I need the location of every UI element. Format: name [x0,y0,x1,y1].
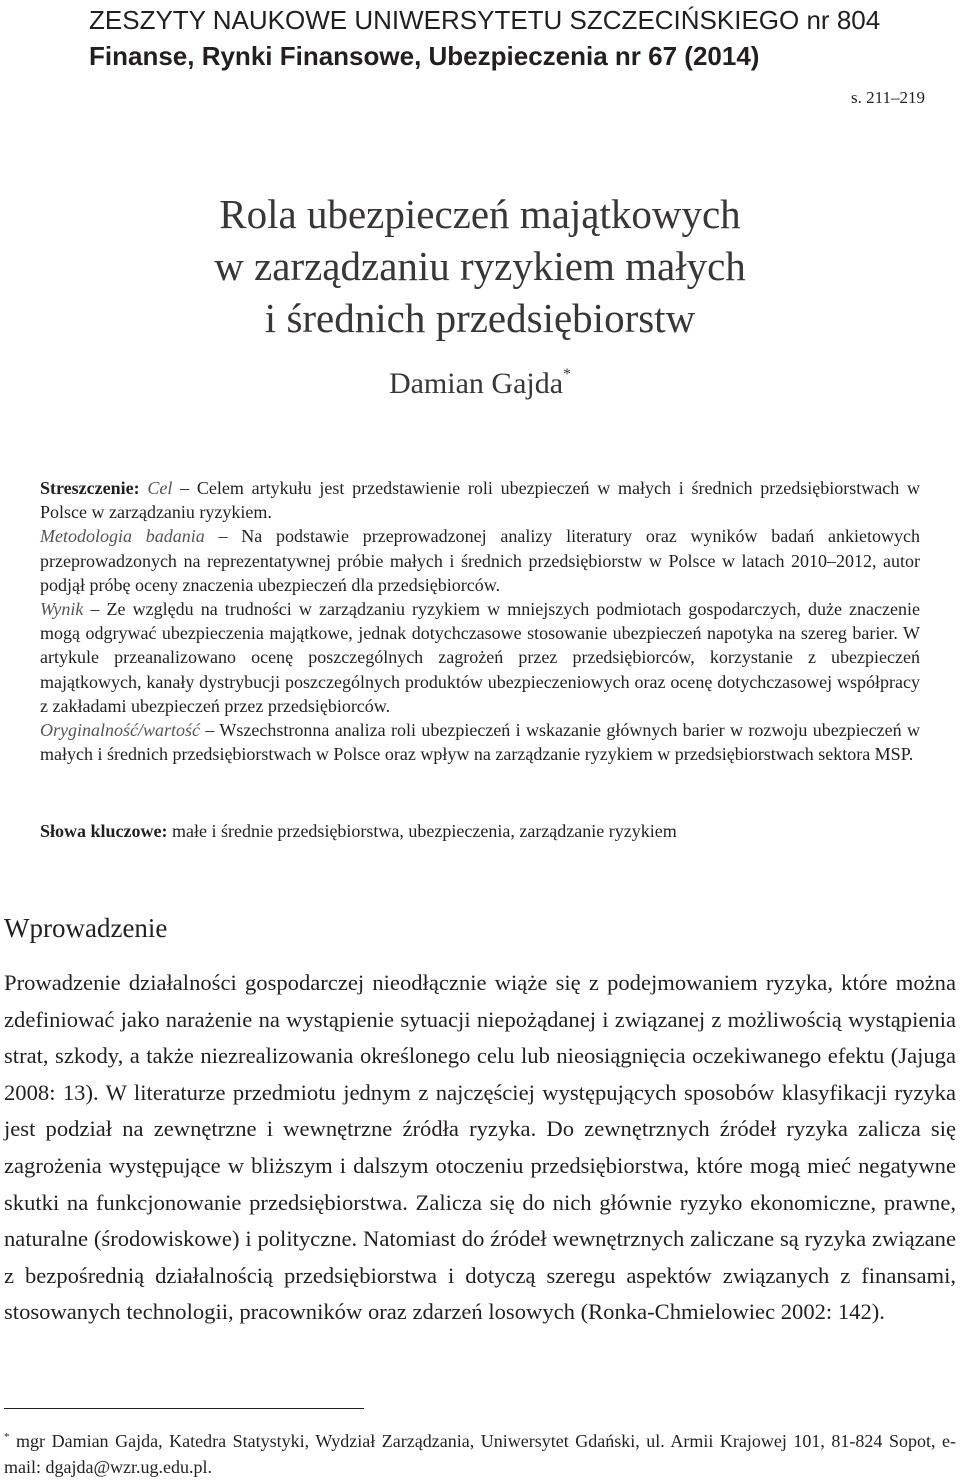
section-heading: Wprowadzenie [4,913,168,943]
metodologia-label: Metodologia badania [40,526,205,547]
journal-header [89,2,881,74]
abstract-label: Streszczenie: [40,478,140,498]
journal-series: ZESZYTY NAUKOWE UNIWERSYTETU SZCZECIŃSKIEGO nr 804 [89,5,881,35]
paragraph: Prowadzenie działalności gospodarczej nieodłącznie wiąże się z podejmowaniem ryzyka, które można zdefiniować jako narażenie na wystąpienie sytuacji niepożądanej i związanej z możliwością wystąpienia strat, szkody, a także niezrealizowania określonego celu lub nieosiągnięcia oczekiwanego efektu (Jajuga 2008: 13). W literaturze przedmiotu jednym z najczęściej występujących sposobów klasyfikacji ryzyka jest podział na zewnętrzne i wewnętrzne źródła ryzyka. Do zewnętrznych źródeł ryzyka zalicza się zagrożenia występujące w bliższym i dalszym otoczeniu przedsiębiorstwa, które mogą mieć negatywne skutki na funkcjonowanie przedsiębiorstwa. Zalicza się do nich głównie ryzyko ekonomiczne, prawne, naturalne (środowiskowe) i polityczne. Natomiast do źródeł wewnętrznych zaliczane są ryzyka związane z bezpośrednią działalnością przedsiębiorstwa i dotyczą szeregu aspektów związanych z finansami, stosowanych technologii, pracowników oraz zdarzeń losowych (Ronka-Chmielowiec 2002: 142). [4,970,956,1325]
abstract-oryginalnosc [40,718,920,766]
footnote-text: mgr Damian Gajda, Katedra Statystyki, Wydział Zarządzania, Uniwersytet Gdański, ul. Armii Krajowej 101, 81-824 Sopot, e-mail: dgajda@wzr.ug.edu.pl. [4,1431,956,1477]
abstract-wynik [40,597,920,718]
abstract-metodologia [40,524,920,597]
wynik-label: Wynik [40,599,84,620]
keywords-label: Słowa kluczowe: [40,821,168,841]
body-text [4,965,956,1331]
author-line [0,366,960,401]
title-line: i średnich przedsiębiorstw [264,295,696,341]
footnote [4,1424,956,1480]
footnote-mark: * [4,1431,10,1443]
title-line: w zarządzaniu ryzykiem małych [214,243,746,289]
author-name: Damian Gajda [388,367,564,400]
page-range: s. 211–219 [851,88,925,107]
article-title [0,188,960,344]
keywords-text: małe i średnie przedsiębiorstwa, ubezpieczenia, zarządzanie ryzykiem [167,821,677,841]
footnote-marker: * [563,366,572,383]
wynik-text: – Ze względu na trudności w zarządzaniu ryzykiem w mniejszych podmiotach gospodarczych, duże znaczenie mogą odgrywać ubezpieczenia majątkowe, jednak dotychczasowe stosowanie ubezpieczeń napotyka na szereg barier. W artykule przeanalizowano ocenę poszczególnych zagrożeń przez przedsiębiorców, korzystanie z ubezpieczeń majątkowych, kanały dystrybucji poszczególnych produktów ubezpieczeniowych oraz ocenę dotychczasowej współpracy z zakładami ubezpieczeń przez przedsiębiorców. [40,599,920,716]
journal-issue: Finanse, Rynki Finansowe, Ubezpieczenia nr 67 (2014) [89,41,760,71]
oryginalnosc-text: – Wszechstronna analiza roli ubezpieczeń i wskazanie głównych barier w rozwoju ubezpieczeń w małych i średnich przedsiębiorstwach w Polsce oraz wpływ na zarządzanie ryzykiem w przedsiębiorstwach sektora MSP. [40,720,920,765]
abstract-cel [40,476,920,524]
title-line: Rola ubezpieczeń majątkowych [219,191,741,237]
abstract [40,476,920,766]
metodologia-text: – Na podstawie przeprowadzonej analizy literatury oraz wyników badań ankietowych przeprowadzonych na reprezentatywnej próbie małych i średnich przedsiębiorstw w Polsce w latach 2010–2012, autor podjął próbę oceny znaczenia ubezpieczeń dla przedsiębiorców. [40,526,920,595]
oryginalnosc-label: Oryginalność/wartość [40,720,200,741]
footnote-divider [4,1408,364,1409]
cel-label: Cel [147,478,173,498]
keywords [40,821,920,842]
cel-text: – Celem artykułu jest przedstawienie roli ubezpieczeń w małych i średnich przedsiębiorstwach w Polsce w zarządzaniu ryzykiem. [40,478,920,523]
